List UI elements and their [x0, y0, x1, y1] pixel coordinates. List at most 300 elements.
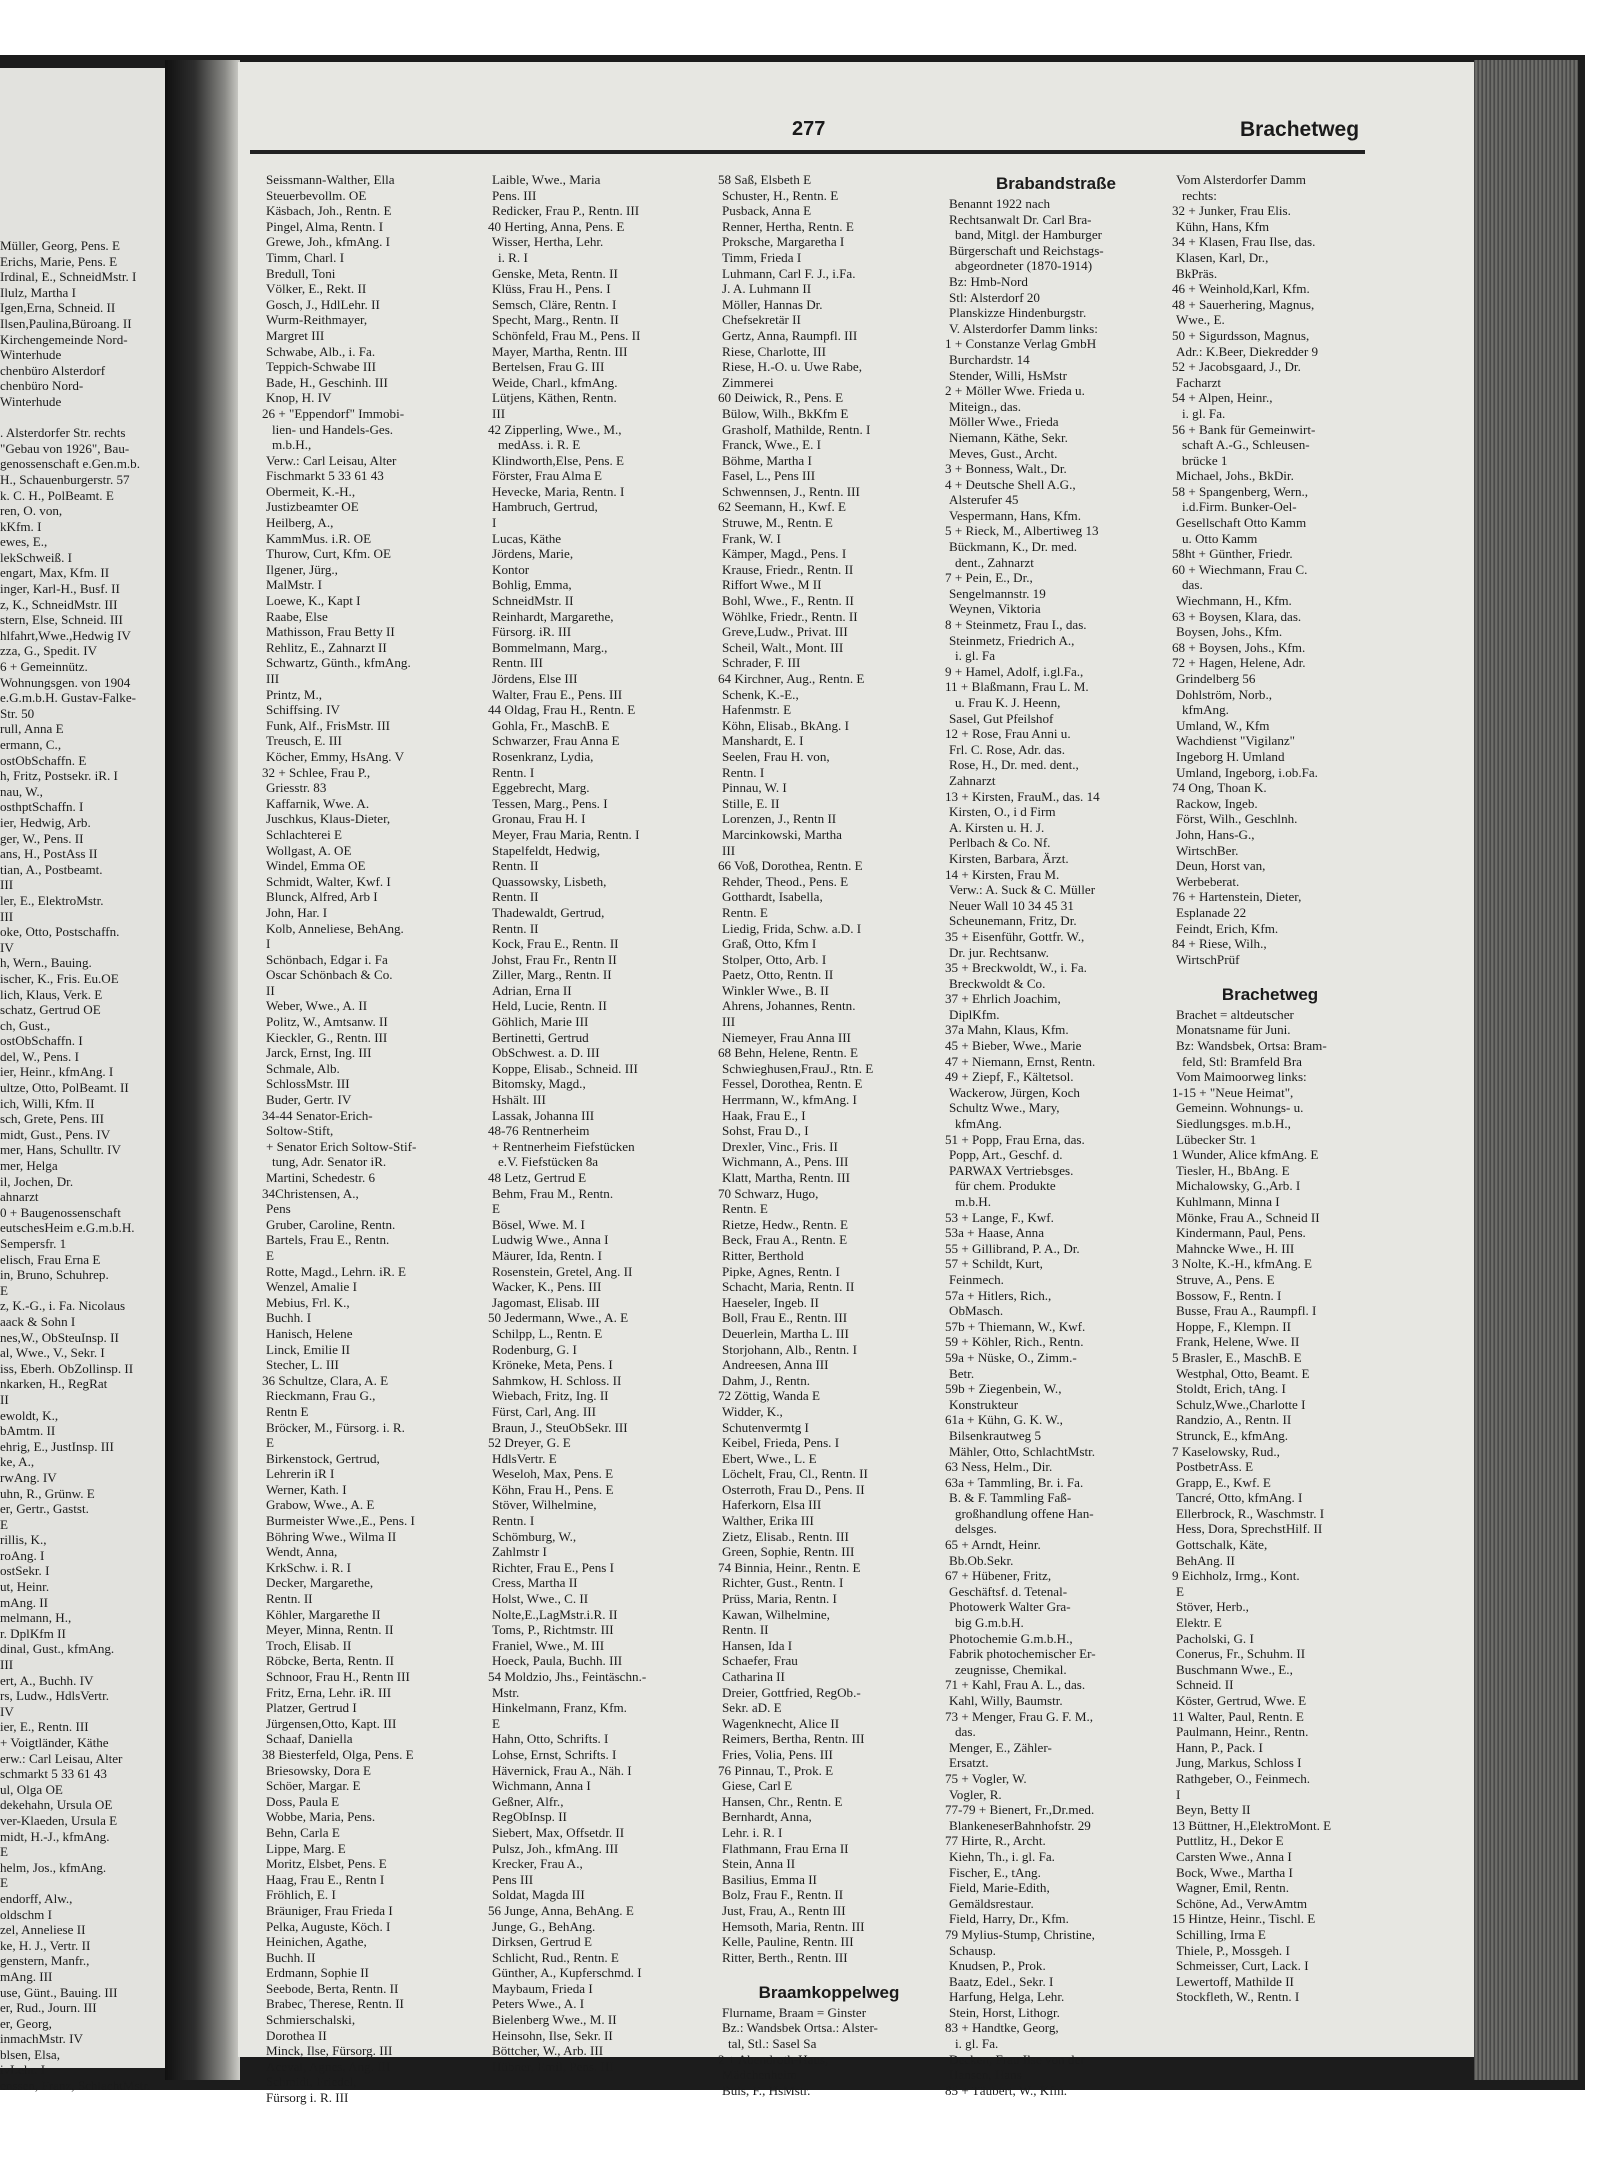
- directory-entry-line: Pens: [266, 1201, 291, 1217]
- directory-entry-line: A. Kirsten u. H. J.: [949, 819, 1045, 835]
- directory-entry-line: Schönfeld, Frau M., Pens. II: [492, 327, 641, 343]
- left-entry-line: IV: [0, 1703, 14, 1719]
- left-entry-line: ostSekr. I: [0, 1563, 50, 1579]
- directory-entry-line: 53a + Haase, Anna: [945, 1225, 1045, 1241]
- directory-entry-line: Ludwig Wwe., Anna I: [492, 1232, 609, 1248]
- directory-entry-line: Grasholf, Mathilde, Rentn. I: [722, 421, 871, 437]
- left-entry-line: iss, Eberh. ObZollinsp. II: [0, 1360, 134, 1376]
- directory-entry-line: Keibel, Frieda, Pens. I: [722, 1435, 840, 1451]
- directory-entry-line: Sahmkow, H. Schloss. II: [492, 1372, 622, 1388]
- left-entry-line: sch, Grete, Pens. III: [0, 1111, 104, 1127]
- directory-entry-line: Tessen, Marg., Pens. I: [492, 795, 608, 811]
- left-entry-line: endorff, Alw.,: [0, 1890, 73, 1906]
- directory-entry-line: 57 + Schildt, Kurt,: [945, 1256, 1043, 1272]
- directory-entry-line: HdlsVertr. E: [492, 1450, 557, 1466]
- directory-entry-line: Verw.: A. Suck & C. Müller: [949, 882, 1096, 898]
- directory-entry-line: Junge, G., BehAng.: [492, 1918, 596, 1934]
- directory-entry-line: Schömburg, W.,: [492, 1528, 577, 1544]
- directory-entry-line: Fabrik photochemischer Er-: [949, 1646, 1096, 1662]
- directory-entry-line: Kindermann, Paul, Pens.: [1176, 1225, 1306, 1241]
- left-entry-line: nkarken, H., RegRat: [0, 1376, 108, 1392]
- directory-entry-line: Specht, Marg., Rentn. II: [492, 312, 619, 328]
- directory-entry-line: Lehrerin iR I: [266, 1466, 335, 1482]
- directory-entry-line: B. & F. Tammling Faß-: [949, 1490, 1072, 1506]
- directory-entry-line: Scheunemann, Fritz, Dr.: [949, 913, 1077, 929]
- directory-entry-line: 36 Schultze, Clara, A. E: [262, 1372, 389, 1388]
- directory-entry-line: Gohla, Fr., MaschB. E: [492, 717, 610, 733]
- directory-entry-line: Frl. C. Rose, Adr. das.: [949, 741, 1066, 757]
- directory-entry-line: Hansen, Chr., Rentn. E: [722, 1793, 843, 1809]
- directory-entry-line: 14 + Kirsten, Frau M.: [945, 866, 1060, 882]
- directory-entry-line: Ziller, Marg., Rentn. II: [492, 967, 612, 983]
- directory-entry-line: Feindt, Erich, Kfm.: [1176, 920, 1279, 936]
- directory-entry-line: Schneid. II: [1176, 1677, 1234, 1693]
- directory-entry-line: Rentn. E: [722, 904, 768, 920]
- directory-entry-line: Kiehn, Th., i. gl. Fa.: [949, 1848, 1055, 1864]
- directory-entry-line: Schmidt, Walter, Kwf. I: [266, 873, 391, 889]
- directory-entry-line: 5 + Rieck, M., Albertiweg 13: [945, 523, 1099, 539]
- directory-entry-line: Schmidt, Friedel,: [266, 2074, 357, 2090]
- directory-entry-line: 57a + Hitlers, Rich.,: [945, 1287, 1052, 1303]
- left-entry-line: II: [0, 1391, 9, 1407]
- left-entry-line: z, K.-G., i. Fa. Nicolaus: [0, 1298, 126, 1314]
- directory-entry-line: KammMus. i.R. OE: [266, 530, 372, 546]
- directory-entry-line: Kämper, Magd., Pens. I: [722, 546, 847, 562]
- left-entry-line: schmarkt 5 33 61 43: [0, 1766, 107, 1782]
- directory-entry-line: ObMasch.: [949, 1303, 1004, 1319]
- directory-entry-line: Käsbach, Joh., Rentn. E: [266, 203, 392, 219]
- directory-entry-line: Platzer, Gertrud I: [266, 1700, 357, 1716]
- directory-entry-line: Bürgerschaft und Reichstags-: [949, 242, 1104, 258]
- directory-entry-line: Walther, Erika III: [722, 1513, 814, 1529]
- directory-entry-line: Popp, Art., Geschf. d.: [949, 1147, 1063, 1163]
- directory-entry-line: Greve,Ludw., Privat. III: [722, 624, 848, 640]
- directory-entry-line: Weseloh, Max, Pens. E: [492, 1466, 614, 1482]
- directory-entry-line: Winkler Wwe., B. II: [722, 982, 829, 998]
- left-entry-line: 6 + Gemeinnütz.: [0, 659, 88, 675]
- directory-entry-line: 72 + Hagen, Helene, Adr.: [1172, 655, 1306, 671]
- directory-entry-line: Köster, Gertrud, Wwe. E: [1176, 1693, 1307, 1708]
- directory-entry-line: Rentn E: [266, 1403, 309, 1419]
- directory-entry-line: Ersatzt.: [949, 1755, 989, 1771]
- directory-entry-line: Timm, Charl. I: [266, 249, 345, 265]
- directory-entry-line: Stecher, L. III: [266, 1357, 339, 1373]
- directory-entry-line: Kock, Frau E., Rentn. II: [492, 936, 619, 952]
- directory-entry-line: Fröhlich, E. I: [266, 1887, 336, 1903]
- directory-entry-line: Wichmann, A., Pens. III: [722, 1154, 849, 1170]
- directory-entry-line: Hübner, Emil, Pens. III: [492, 2058, 614, 2074]
- directory-entry-line: Gottschalk, Käte,: [1176, 1537, 1268, 1553]
- directory-entry-line: Bade, H., Geschinh. III: [266, 374, 388, 390]
- directory-entry-line: Klatt, Martha, Rentn. III: [722, 1170, 850, 1185]
- directory-entry-line: Dorothea II: [266, 2027, 327, 2043]
- directory-entry-line: Ritter, Berthold: [722, 1247, 804, 1263]
- directory-entry-line: Wagner, Emil, Rentn.: [1176, 1880, 1289, 1896]
- directory-entry-line: Fritz, Erna, Lehr. iR. III: [266, 1684, 392, 1700]
- directory-entry-line: Proksche, Margaretha I: [722, 234, 845, 250]
- directory-entry-line: Reinhardt, Margarethe,: [492, 608, 614, 624]
- directory-entry-line: Stein, Anna II: [722, 1856, 796, 1872]
- directory-entry-line: i.d.Firm. Bunker-Oel-: [1182, 499, 1297, 515]
- column-3: [718, 172, 940, 2098]
- directory-entry-line: 34Christensen, A.,: [262, 1185, 359, 1201]
- left-entry-line: Sempersfr. 1: [0, 1236, 67, 1251]
- directory-entry-line: Bartels, Frau E., Rentn.: [266, 1232, 390, 1248]
- directory-entry-line: Windel, Emma OE: [266, 858, 366, 874]
- directory-entry-line: Zimmerei: [722, 374, 774, 390]
- book-gutter: [165, 60, 240, 2080]
- left-entry-line: stern, Else, Schneid. III: [0, 612, 123, 628]
- directory-entry-line: Busse, Frau A., Raumpfl. I: [1176, 1303, 1317, 1319]
- directory-entry-line: Buchh. I: [266, 1310, 312, 1326]
- directory-entry-line: Kirsten, O., i d Firm: [949, 804, 1056, 820]
- directory-entry-line: i. gl. Fa.: [1182, 405, 1226, 421]
- directory-entry-line: Dirksen, Gertrud E: [492, 1934, 592, 1950]
- directory-entry-line: Bröcker, M., Fürsorg. i. R.: [266, 1419, 405, 1435]
- directory-entry-line: Dahm, J., Rentn.: [722, 1372, 811, 1388]
- left-entry-line: tian, A., Postbeamt.: [0, 861, 103, 877]
- directory-entry-line: Rietze, Hedw., Rentn. E: [722, 1216, 849, 1232]
- left-entry-line: elisch, Frau Erna E: [0, 1251, 101, 1267]
- directory-entry-line: tal, Stl.: Sasel Sa: [728, 2036, 817, 2052]
- directory-entry-line: Hshält. III: [492, 1092, 546, 1108]
- directory-entry-line: Möller, Hannas Dr.: [722, 296, 823, 312]
- directory-entry-line: Hess, Dora, SprechstHilf. II: [1176, 1521, 1323, 1537]
- directory-entry-line: Redicker, Frau P., Rentn. III: [492, 203, 640, 219]
- directory-entry-line: Schmeisser, Curt, Lack. I: [1176, 1958, 1309, 1974]
- directory-entry-line: 63 + Boysen, Klara, das.: [1172, 608, 1302, 624]
- left-entry-line: r. DplKfm II: [0, 1625, 66, 1641]
- directory-entry-line: i. R. I: [498, 249, 528, 265]
- directory-entry-line: 59 + Köhler, Rich., Rentn.: [945, 1334, 1084, 1350]
- left-entry-line: mer, Hans, Schulltr. IV: [0, 1142, 121, 1158]
- directory-entry-line: 56 + Bank für Gemeinwirt-: [1172, 421, 1316, 437]
- directory-entry-line: KrkSchw. i. R. I: [266, 1559, 351, 1575]
- directory-entry-line: Graß, Otto, Kfm I: [722, 936, 817, 952]
- left-entry-line: ans, H., PostAss II: [0, 846, 98, 862]
- directory-entry-line: III: [492, 405, 506, 421]
- directory-entry-line: 55 + Gillibrand, P. A., Dr.: [945, 1240, 1080, 1256]
- directory-entry-line: Gruber, Caroline, Rentn.: [266, 1216, 396, 1232]
- left-entry-line: in, Bruno, Schuhrep.: [0, 1267, 109, 1283]
- directory-entry-line: Decker, Margarethe,: [266, 1575, 374, 1591]
- directory-entry-line: 44 Oldag, Frau H., Rentn. E: [488, 702, 636, 718]
- left-entry-line: ewoldt, K.,: [0, 1407, 59, 1423]
- directory-entry-line: Bielenberg Wwe., M. II: [492, 2012, 617, 2028]
- directory-entry-line: Semsch, Cläre, Rentn. I: [492, 296, 617, 312]
- directory-entry-line: Giese, Carl E: [722, 1778, 793, 1794]
- left-entry-line: Ilulz, Martha I: [0, 284, 76, 300]
- directory-entry-line: RegObInsp. II: [492, 1809, 567, 1825]
- directory-entry-line: Hahn, Otto, Schrifts. I: [492, 1731, 609, 1747]
- left-entry-line: ke, A.,: [0, 1454, 35, 1470]
- directory-entry-line: Rosenstein, Gretel, Ang. II: [492, 1263, 633, 1279]
- directory-entry-line: Flurname, Braam = Ginster: [722, 2004, 867, 2020]
- directory-entry-line: 64 Kirchner, Aug., Rentn. E: [718, 671, 865, 686]
- directory-entry-line: Photochemie G.m.b.H.,: [949, 1630, 1073, 1646]
- directory-entry-line: Dohlström, Norb.,: [1176, 686, 1273, 702]
- left-entry-line: ermann, C.,: [0, 737, 62, 752]
- directory-entry-line: Franck, Wwe., E. I: [722, 437, 822, 453]
- directory-entry-line: Stolper, Otto, Arb. I: [722, 951, 827, 967]
- directory-entry-line: Wobbe, Maria, Pens.: [266, 1809, 376, 1825]
- directory-entry-line: 50 Jedermann, Wwe., A. E: [488, 1310, 629, 1326]
- directory-entry-line: Behn, Carla E: [266, 1824, 340, 1840]
- directory-entry-line: Behm, Frau M., Rentn.: [492, 1185, 614, 1201]
- left-entry-line: hlfahrt,Wwe.,Hedwig IV: [0, 627, 131, 643]
- left-entry-line: use, Günt., Bauing. III: [0, 1984, 118, 2000]
- left-entry-line: dinal, Gust., kfmAng.: [0, 1641, 115, 1657]
- left-entry-line: genstern, Manfr.,: [0, 1953, 90, 1969]
- directory-entry-line: Schlachterei E: [266, 826, 342, 842]
- directory-entry-line: 54 Moldzio, Jhs., Feintäschn.-: [488, 1669, 647, 1684]
- directory-entry-line: Osterroth, Frau D., Pens. II: [722, 1481, 865, 1497]
- directory-entry-line: E: [1176, 1583, 1184, 1599]
- directory-entry-line: Ritter, Berth., Rentn. III: [722, 1949, 848, 1965]
- directory-entry-line: 9 + Hamel, Adolf, i.gl.Fa.,: [945, 663, 1084, 679]
- left-entry-line: Winterhude: [0, 347, 62, 363]
- directory-entry-line: Erdmann, Sophie II: [266, 1965, 369, 1981]
- directory-entry-line: Meyer, Frau Maria, Rentn. I: [492, 826, 640, 842]
- directory-entry-line: 73 + Menger, Frau G. F. M.,: [945, 1708, 1094, 1724]
- left-entry-line: il, Jochen, Dr.: [0, 1173, 74, 1189]
- directory-entry-line: Rathgeber, O., Feinmech.: [1176, 1770, 1311, 1786]
- street-heading: Brabandstraße: [996, 174, 1116, 193]
- directory-entry-line: 35 + Eisenführ, Gottfr. W.,: [945, 928, 1085, 944]
- directory-entry-line: Lehr. i. R. I: [722, 1824, 783, 1840]
- left-entry-line: ostObSchaffn. E: [0, 752, 87, 768]
- left-entry-line: ewes, E.,: [0, 534, 48, 550]
- directory-entry-line: 40 Herting, Anna, Pens. E: [488, 218, 625, 234]
- directory-entry-line: Pacholski, G. I: [1176, 1630, 1254, 1646]
- directory-entry-line: Bolz, Frau F., Rentn. II: [722, 1887, 844, 1903]
- left-entry-line: midt, H.-J., kfmAng.: [0, 1828, 110, 1844]
- directory-entry-line: Kontor: [492, 561, 530, 577]
- directory-entry-line: Wisser, Hertha, Lehr.: [492, 234, 604, 250]
- directory-entry-line: Wwe., E.: [1176, 312, 1225, 328]
- directory-entry-line: V. Alsterdorfer Damm links:: [949, 320, 1098, 336]
- directory-entry-line: Wiechmann, H., Kfm.: [1176, 593, 1292, 609]
- directory-entry-line: u. Frau K. J. Heenn,: [955, 695, 1061, 710]
- running-street-header: Brachetweg: [1240, 118, 1360, 141]
- directory-entry-line: Knop, H. IV: [266, 390, 332, 406]
- left-entry-line: ke, H. J., Vertr. II: [0, 1937, 91, 1953]
- left-entry-line: e.G.m.b.H. Gustav-Falke-: [0, 690, 137, 706]
- directory-entry-line: Margret III: [266, 327, 325, 343]
- directory-entry-line: big G.m.b.H.: [955, 1615, 1024, 1631]
- directory-entry-line: 84 + Riese, Wilh.,: [1172, 936, 1267, 952]
- directory-entry-line: Wendt, Anna,: [266, 1544, 338, 1560]
- directory-entry-line: 34 + Klasen, Frau Ilse, das.: [1172, 234, 1316, 250]
- header-rule: [250, 150, 1365, 154]
- directory-entry-line: Mäurer, Ida, Rentn. I: [492, 1247, 603, 1263]
- directory-entry-line: Betr.: [949, 1365, 975, 1381]
- directory-entry-line: Renner, Hertha, Rentn. E: [722, 218, 854, 234]
- directory-entry-line: 76 + Hartenstein, Dieter,: [1172, 889, 1302, 905]
- directory-entry-line: Ingeborg H. Umland: [1176, 748, 1285, 764]
- directory-entry-line: Stl: Alsterdorf 20: [949, 289, 1040, 305]
- directory-entry-line: + Senator Erich Soltow-Stif-: [266, 1138, 417, 1154]
- directory-entry-line: Schwartz, Günth., kfmAng.: [266, 655, 411, 671]
- directory-entry-line: Schutenvermtg I: [722, 1419, 809, 1435]
- page-edges: [1474, 60, 1578, 2080]
- directory-entry-line: 49 + Ziepf, F., Kältetsol.: [945, 1069, 1074, 1085]
- directory-entry-line: 70 Schwarz, Hugo,: [718, 1185, 819, 1201]
- directory-entry-line: Rentn. I: [722, 764, 765, 780]
- directory-entry-line: Thurow, Curt, Kfm. OE: [266, 546, 391, 562]
- directory-entry-line: Haeseler, Ingeb. II: [722, 1294, 819, 1310]
- directory-entry-line: 37a Mahn, Klaus, Kfm.: [945, 1022, 1069, 1038]
- directory-entry-line: brücke 1: [1182, 452, 1228, 468]
- directory-entry-line: 13 + Kirsten, FrauM., das. 14: [945, 788, 1100, 804]
- directory-entry-line: Juschkus, Klaus-Dieter,: [266, 811, 391, 827]
- left-entry-line: inger, Karl-H., Busf. II: [0, 581, 120, 597]
- directory-entry-line: i. gl. Fa.: [955, 2036, 999, 2052]
- directory-entry-line: E: [266, 1435, 274, 1451]
- directory-entry-line: 58 + Spangenberg, Wern.,: [1172, 483, 1309, 499]
- directory-entry-line: Struve, A., Pens. E: [1176, 1271, 1275, 1287]
- directory-entry-line: e.V. Fiefstücken 8a: [498, 1154, 599, 1170]
- directory-entry-line: Pelka, Auguste, Köch. I: [266, 1918, 391, 1934]
- directory-entry-line: Scheil, Walt., Mont. III: [722, 639, 844, 655]
- directory-entry-line: Bz: Hmb-Nord: [949, 273, 1028, 289]
- directory-entry-line: Marcinkowski, Martha: [722, 826, 842, 842]
- directory-entry-line: Prüss, Maria, Rentn. I: [722, 1591, 837, 1607]
- directory-entry-line: 66 Voß, Dorothea, Rentn. E: [718, 858, 863, 874]
- directory-entry-line: Fischmarkt 5 33 61 43: [266, 468, 384, 484]
- directory-entry-line: Eggebrecht, Marg.: [492, 780, 590, 796]
- directory-entry-line: Teppich-Schwabe III: [266, 359, 376, 375]
- directory-entry-line: Obermeit, K.-H.,: [266, 483, 356, 499]
- directory-entry-line: I: [492, 515, 497, 531]
- directory-entry-line: Griesstr. 83: [266, 780, 327, 796]
- left-page-text: [0, 238, 165, 2094]
- directory-entry-line: 63a + Tammling, Br. i. Fa.: [945, 1474, 1084, 1490]
- directory-entry-line: Buschmann Wwe., E.,: [1176, 1661, 1293, 1677]
- left-entry-line: ert, A., Buchh. IV: [0, 1672, 94, 1688]
- left-entry-line: E: [0, 1844, 8, 1860]
- left-entry-line: dekehahn, Ursula OE: [0, 1797, 113, 1813]
- directory-entry-line: Weide, Charl., kfmAng.: [492, 374, 618, 390]
- directory-entry-line: Mstr.: [492, 1684, 520, 1700]
- directory-entry-line: Westphal, Otto, Beamt. E: [1176, 1365, 1310, 1381]
- left-entry-line: III: [0, 1657, 14, 1673]
- directory-entry-line: Held, Lucie, Rentn. II: [492, 998, 607, 1014]
- directory-entry-line: Haak, Frau E., I: [722, 1107, 806, 1123]
- directory-entry-line: BkPräs.: [1176, 265, 1218, 281]
- directory-entry-line: Bredull, Toni: [266, 265, 336, 281]
- left-entry-line: h, Fritz, Postsekr. iR. I: [0, 768, 118, 784]
- directory-entry-line: Carsten Wwe., Anna I: [1176, 1848, 1292, 1864]
- directory-entry-line: m.b.H.: [955, 1194, 992, 1209]
- directory-entry-line: 1 Wunder, Alice kfmAng. E: [1172, 1147, 1319, 1163]
- directory-entry-line: Field, Harry, Dr., Kfm.: [949, 1911, 1069, 1927]
- directory-entry-line: Lucas, Käthe: [492, 530, 562, 546]
- directory-entry-line: Ellerbrock, R., Waschmstr. I: [1176, 1505, 1325, 1521]
- directory-entry-line: 53 + Lange, F., Kwf.: [945, 1209, 1054, 1225]
- directory-entry-line: Schwarzer, Frau Anna E: [492, 733, 620, 749]
- directory-entry-line: Pens. III: [492, 187, 537, 203]
- directory-entry-line: 50 + Sigurdsson, Magnus,: [1172, 327, 1310, 343]
- column-5: [1172, 172, 1368, 2052]
- directory-entry-line: 59b + Ziegenbein, W.,: [945, 1381, 1062, 1397]
- directory-entry-line: Schiffsing. IV: [266, 702, 340, 718]
- directory-entry-line: Geßner, Alfr.,: [492, 1793, 564, 1809]
- directory-entry-line: Bb.Ob.Sekr.: [949, 1552, 1014, 1568]
- left-entry-line: Kirchengemeinde Nord-: [0, 331, 128, 347]
- directory-entry-line: Hoeck, Paula, Buchh. III: [492, 1653, 623, 1669]
- directory-entry-line: Mädchenheim: [722, 2067, 797, 2083]
- directory-entry-line: Bz: Wandsbek, Ortsa: Bram-: [1176, 1038, 1327, 1054]
- directory-entry-line: 77-79 + Bienert, Fr.,Dr.med.: [945, 1802, 1095, 1818]
- directory-entry-line: Stöver, Wilhelmine,: [492, 1497, 597, 1513]
- directory-entry-line: Heilberg, A.,: [266, 515, 334, 531]
- directory-entry-line: Cress, Martha II: [492, 1575, 578, 1591]
- directory-entry-line: Meves, Gust., Archt.: [949, 445, 1058, 461]
- directory-entry-line: Lütjens, Käthen, Rentn.: [492, 390, 617, 406]
- directory-entry-line: Nolte,E.,LagMstr.i.R. II: [492, 1606, 618, 1622]
- directory-entry-line: 37 + Ehrlich Joachim,: [945, 991, 1061, 1007]
- directory-entry-line: Boll, Frau E., Rentn. III: [722, 1310, 848, 1326]
- directory-entry-line: Alsterufer 45: [949, 492, 1019, 508]
- directory-entry-line: Birkenstock, Gertrud,: [266, 1450, 380, 1466]
- directory-entry-line: Randzio, A., Rentn. II: [1176, 1412, 1292, 1428]
- directory-entry-line: Mathisson, Frau Betty II: [266, 624, 395, 640]
- directory-entry-line: 7 + Pein, E., Dr.,: [945, 570, 1033, 586]
- directory-entry-line: 71 + Kahl, Frau A. L., das.: [945, 1677, 1086, 1693]
- directory-entry-line: für chem. Produkte: [955, 1178, 1056, 1194]
- directory-entry-line: 74 Ong, Thoan K.: [1172, 780, 1267, 796]
- directory-entry-line: Paetz, Otto, Rentn. II: [722, 967, 834, 983]
- directory-entry-line: 52 + Jacobsgaard, J., Dr.: [1172, 359, 1301, 375]
- directory-entry-line: Pulsz, Joh., kfmAng. III: [492, 1840, 619, 1856]
- directory-entry-line: Adrian, Erna II: [492, 982, 572, 998]
- directory-entry-line: Mahncke Wwe., H. III: [1176, 1240, 1295, 1256]
- directory-entry-line: Green, Sophie, Rentn. III: [722, 1544, 855, 1560]
- directory-entry-line: Klasen, Karl, Dr.,: [1176, 249, 1269, 265]
- directory-entry-line: Riese, Charlotte, III: [722, 343, 826, 359]
- directory-entry-line: Holst, Wwe., C. II: [492, 1591, 589, 1607]
- directory-entry-line: 4 + Deutsche Shell A.G.,: [945, 476, 1076, 492]
- directory-entry-line: Brabec, Therese, Rentn. II: [266, 1996, 404, 2012]
- directory-entry-line: Lippe, Marg. E: [266, 1840, 346, 1856]
- left-entry-line: rillis, K.,: [0, 1532, 47, 1548]
- directory-entry-line: Doss, Paula E: [266, 1793, 340, 1809]
- directory-entry-line: schaft A.-G., Schleusen-: [1182, 437, 1310, 453]
- directory-entry-line: Dr. jur. Rechtsanw.: [949, 944, 1049, 960]
- directory-entry-line: John, Har. I: [266, 904, 328, 920]
- directory-entry-line: Richter, Gust., Rentn. I: [722, 1575, 844, 1591]
- directory-entry-line: Wenzel, Amalie I: [266, 1279, 357, 1295]
- directory-entry-line: Grewe, Joh., kfmAng. I: [266, 234, 391, 250]
- directory-entry-line: m.b.H.,: [272, 437, 312, 453]
- left-entry-line: + Voigtländer, Käthe: [0, 1735, 109, 1750]
- directory-entry-line: Rose, H., Dr. med. dent.,: [949, 757, 1079, 773]
- left-entry-line: ler, E., ElektroMstr.: [0, 892, 104, 908]
- directory-entry-line: Bernhardt, Anna,: [722, 1809, 812, 1825]
- directory-entry-line: Först, Wilh., Geschlnh.: [1176, 811, 1298, 827]
- directory-entry-line: Hansen, Hans: [949, 2067, 1022, 2083]
- directory-entry-line: 74 Binnia, Heinr., Rentn. E: [718, 1559, 861, 1575]
- directory-entry-line: BehAng. II: [1176, 1552, 1235, 1568]
- directory-entry-line: Schnoor, Frau H., Rentn III: [266, 1669, 410, 1684]
- left-entry-line: Winterhude: [0, 393, 62, 409]
- directory-entry-line: Rentn. I: [492, 764, 535, 780]
- left-entry-line: ren, O. von,: [0, 503, 63, 519]
- directory-entry-line: Wöhlke, Friedr., Rentn. II: [722, 608, 858, 624]
- directory-entry-line: Bohl, Wwe., F., Rentn. II: [722, 593, 854, 609]
- directory-entry-line: Umland, W., Kfm: [1176, 717, 1270, 733]
